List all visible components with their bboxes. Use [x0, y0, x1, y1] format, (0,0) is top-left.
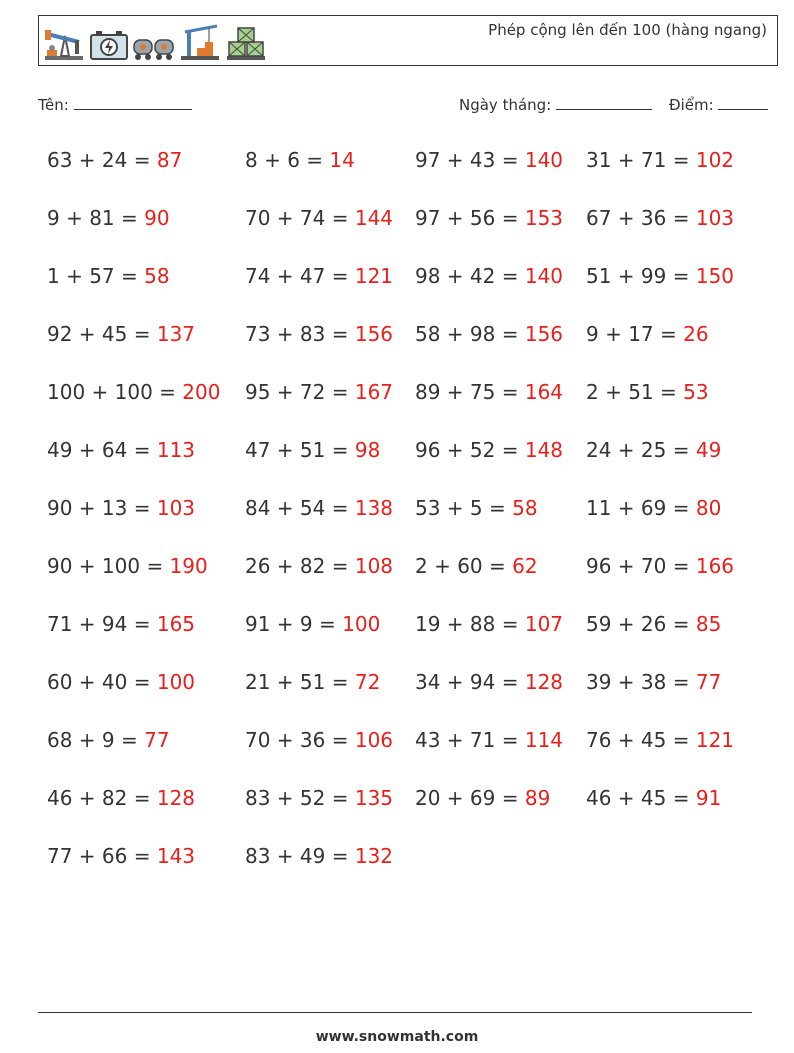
problem-answer: 121 [354, 264, 394, 288]
problem-item [47, 786, 195, 810]
problem-expression: 58 + 98 = [415, 322, 525, 346]
problem-item [47, 670, 195, 694]
date-field [459, 95, 652, 114]
problem-answer: 53 [683, 380, 709, 404]
problem-item [245, 554, 393, 578]
problem-expression: 59 + 26 = [586, 612, 696, 636]
problem-answer: 90 [144, 206, 170, 230]
problem-answer: 135 [354, 786, 394, 810]
problem-expression: 46 + 45 = [586, 786, 696, 810]
problem-answer: 140 [524, 264, 564, 288]
problem-expression: 90 + 13 = [47, 496, 157, 520]
name-field [38, 95, 192, 114]
problem-answer: 100 [342, 612, 381, 636]
problem-item [415, 496, 538, 520]
problem-expression: 100 + 100 = [47, 380, 183, 404]
problem-item [245, 438, 380, 462]
problem-answer: 103 [156, 496, 196, 520]
problem-expression: 83 + 49 = [245, 844, 355, 868]
problem-item [415, 786, 550, 810]
problem-expression: 70 + 36 = [245, 728, 355, 752]
problem-answer: 58 [512, 496, 538, 520]
problem-item [586, 496, 721, 520]
name-blank [74, 95, 192, 110]
problem-expression: 71 + 94 = [47, 612, 157, 636]
problem-expression: 96 + 52 = [415, 438, 525, 462]
problem-item [586, 264, 734, 288]
problem-expression: 84 + 54 = [245, 496, 355, 520]
problem-expression: 98 + 42 = [415, 264, 525, 288]
problem-item [245, 728, 393, 752]
problem-answer: 144 [354, 206, 394, 230]
problem-expression: 31 + 71 = [586, 148, 696, 172]
problem-expression: 74 + 47 = [245, 264, 355, 288]
problem-item [47, 612, 195, 636]
problem-item [245, 380, 393, 404]
problem-expression: 91 + 9 = [245, 612, 343, 636]
problem-item [415, 438, 563, 462]
problem-answer: 138 [354, 496, 394, 520]
problem-expression: 83 + 52 = [245, 786, 355, 810]
problem-answer: 113 [156, 438, 196, 462]
problem-answer: 114 [524, 728, 564, 752]
problem-answer: 150 [695, 264, 735, 288]
problem-item [415, 264, 563, 288]
date-blank [556, 95, 652, 110]
problem-expression: 90 + 100 = [47, 554, 170, 578]
problem-answer: 166 [695, 554, 735, 578]
problem-item [586, 786, 721, 810]
problem-item [586, 612, 721, 636]
problem-item [586, 380, 709, 404]
problem-expression: 9 + 17 = [586, 322, 684, 346]
problem-answer: 143 [156, 844, 196, 868]
problem-expression: 96 + 70 = [586, 554, 696, 578]
problem-item [586, 670, 721, 694]
problem-item [415, 728, 563, 752]
problem-expression: 67 + 36 = [586, 206, 696, 230]
problem-answer: 132 [354, 844, 394, 868]
problem-item [415, 322, 563, 346]
problem-item [415, 380, 563, 404]
problem-item [586, 554, 734, 578]
header-icons [43, 20, 267, 62]
problem-expression: 24 + 25 = [586, 438, 696, 462]
problem-answer: 165 [156, 612, 196, 636]
problem-item [586, 728, 734, 752]
score-label: Điểm: [669, 96, 714, 114]
problem-item [415, 148, 563, 172]
problem-item [586, 438, 721, 462]
problem-expression: 97 + 43 = [415, 148, 525, 172]
problem-answer: 89 [524, 786, 551, 810]
header-box [38, 15, 778, 66]
problem-answer: 153 [524, 206, 564, 230]
problem-answer: 62 [512, 554, 538, 578]
problem-expression: 19 + 88 = [415, 612, 525, 636]
problem-answer: 167 [354, 380, 394, 404]
problem-answer: 14 [329, 148, 355, 172]
problem-answer: 200 [182, 380, 221, 404]
problem-item [245, 264, 393, 288]
problem-item [415, 554, 538, 578]
problem-expression: 60 + 40 = [47, 670, 157, 694]
problem-expression: 20 + 69 = [415, 786, 525, 810]
problem-item [245, 786, 393, 810]
problem-expression: 70 + 74 = [245, 206, 355, 230]
problem-item [47, 206, 170, 230]
problem-answer: 77 [144, 728, 170, 752]
worksheet-title: Phép cộng lên đến 100 (hàng ngang) [488, 21, 767, 39]
problem-item [586, 148, 734, 172]
problem-item [586, 206, 734, 230]
problem-expression: 2 + 60 = [415, 554, 513, 578]
problem-item [47, 148, 182, 172]
problem-answer: 128 [524, 670, 564, 694]
problem-answer: 102 [695, 148, 735, 172]
problem-expression: 89 + 75 = [415, 380, 525, 404]
problem-answer: 98 [354, 438, 381, 462]
problem-expression: 11 + 69 = [586, 496, 696, 520]
problem-item [415, 206, 563, 230]
problem-answer: 137 [156, 322, 196, 346]
problem-answer: 108 [354, 554, 394, 578]
problem-item [245, 844, 393, 868]
problem-item [415, 670, 563, 694]
problem-expression: 2 + 51 = [586, 380, 684, 404]
problem-item [245, 496, 393, 520]
problem-answer: 85 [695, 612, 722, 636]
problem-item [47, 554, 208, 578]
problem-expression: 77 + 66 = [47, 844, 157, 868]
score-field [669, 95, 768, 114]
crane-icon [179, 22, 221, 62]
problem-item [245, 206, 393, 230]
problem-expression: 49 + 64 = [47, 438, 157, 462]
problem-answer: 72 [354, 670, 381, 694]
problem-item [47, 438, 195, 462]
problem-answer: 100 [156, 670, 196, 694]
problem-expression: 92 + 45 = [47, 322, 157, 346]
problem-expression: 21 + 51 = [245, 670, 355, 694]
problem-expression: 9 + 81 = [47, 206, 145, 230]
oil-pump-icon [43, 22, 85, 62]
problem-expression: 1 + 57 = [47, 264, 145, 288]
problem-expression: 43 + 71 = [415, 728, 525, 752]
problem-answer: 103 [695, 206, 735, 230]
problem-expression: 63 + 24 = [47, 148, 157, 172]
problem-expression: 47 + 51 = [245, 438, 355, 462]
problem-item [47, 728, 170, 752]
problem-answer: 58 [144, 264, 170, 288]
problem-item [245, 322, 393, 346]
name-label: Tên: [38, 96, 69, 114]
battery-icon [89, 30, 129, 62]
problem-item [47, 322, 195, 346]
problem-answer: 140 [524, 148, 564, 172]
problem-item [47, 496, 195, 520]
problem-answer: 107 [524, 612, 564, 636]
problem-expression: 34 + 94 = [415, 670, 525, 694]
date-label: Ngày tháng: [459, 96, 552, 114]
problem-answer: 26 [683, 322, 709, 346]
problem-answer: 77 [695, 670, 722, 694]
problem-answer: 190 [169, 554, 208, 578]
problem-answer: 91 [695, 786, 722, 810]
problem-expression: 53 + 5 = [415, 496, 513, 520]
footer-divider [38, 1012, 752, 1013]
problem-expression: 73 + 83 = [245, 322, 355, 346]
footer-site: www.snowmath.com [315, 1029, 479, 1045]
problem-answer: 128 [156, 786, 196, 810]
problem-item [47, 264, 170, 288]
cargo-stack-icon [225, 20, 267, 62]
score-blank [718, 95, 768, 110]
problem-answer: 164 [524, 380, 564, 404]
problem-answer: 148 [524, 438, 564, 462]
problem-expression: 51 + 99 = [586, 264, 696, 288]
problem-item [245, 612, 380, 636]
problem-item [245, 670, 380, 694]
problem-expression: 76 + 45 = [586, 728, 696, 752]
problem-answer: 87 [156, 148, 183, 172]
problem-expression: 26 + 82 = [245, 554, 355, 578]
problem-expression: 39 + 38 = [586, 670, 696, 694]
problem-expression: 68 + 9 = [47, 728, 145, 752]
problem-expression: 8 + 6 = [245, 148, 330, 172]
problem-expression: 95 + 72 = [245, 380, 355, 404]
problem-answer: 121 [695, 728, 735, 752]
problem-item [47, 380, 220, 404]
problem-item [245, 148, 355, 172]
problem-answer: 80 [695, 496, 722, 520]
problem-answer: 106 [354, 728, 394, 752]
problem-expression: 97 + 56 = [415, 206, 525, 230]
problem-answer: 156 [524, 322, 564, 346]
problem-item [415, 612, 563, 636]
problem-item [586, 322, 709, 346]
problem-item [47, 844, 195, 868]
problem-answer: 49 [695, 438, 722, 462]
problem-expression: 46 + 82 = [47, 786, 157, 810]
tanker-train-icon [133, 34, 175, 62]
problem-answer: 156 [354, 322, 394, 346]
